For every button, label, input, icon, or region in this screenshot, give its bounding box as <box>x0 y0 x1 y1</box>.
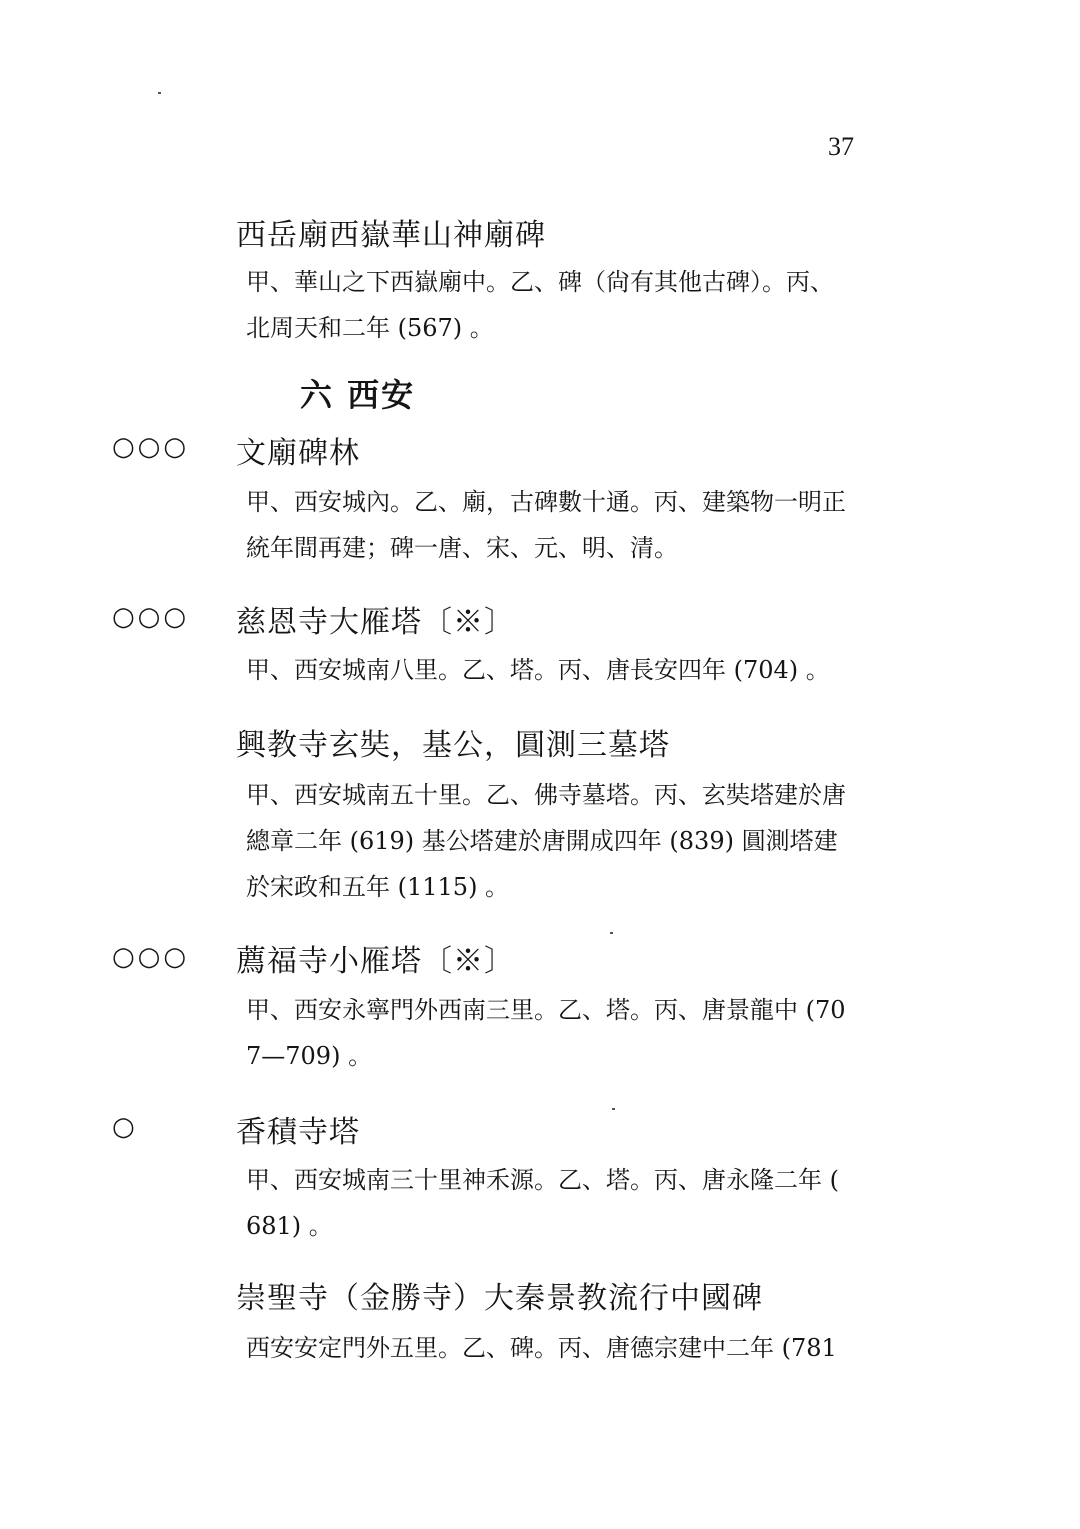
section-heading: 六 西安 <box>300 376 416 414</box>
entry-title-xiyue-temple: 西岳廟西嶽華山神廟碑 <box>236 218 546 253</box>
entry-title-xingjiao-temple: 興教寺玄奘，基公，圓測三墓塔 <box>236 728 670 763</box>
importance-marks: ○○○ <box>112 602 190 632</box>
entry-line: 681) 。 <box>246 1212 333 1240</box>
entry-line: 甲、西安永寧門外西南三里。乙、塔。丙、唐景龍中 (70 <box>246 996 846 1024</box>
entry-line: 北周天和二年 (567) 。 <box>246 314 494 342</box>
entry-line: 甲、西安城內。乙、廟，古碑數十通。丙、建築物一明正 <box>246 488 846 516</box>
entry-line: 總章二年 (619) 基公塔建於唐開成四年 (839) 圓測塔建 <box>246 827 838 855</box>
scan-speck <box>612 1108 615 1110</box>
entry-body-xingjiao-temple <box>246 772 936 910</box>
entry-body-dayan-pagoda <box>246 647 936 693</box>
entry-line: 西安安定門外五里。乙、碑。丙、唐德宗建中二年 (781 <box>246 1334 837 1362</box>
entry-body-xiyue-temple <box>246 259 936 351</box>
entry-body-xiaoyan-pagoda <box>246 987 936 1079</box>
importance-marks: ○○○ <box>112 432 190 462</box>
entry-title-xiaoyan-pagoda: 薦福寺小雁塔〔※〕 <box>236 944 515 979</box>
importance-marks: ○ <box>112 1112 138 1142</box>
entry-body-xiangji-pagoda <box>246 1157 936 1249</box>
entry-title-dayan-pagoda: 慈恩寺大雁塔〔※〕 <box>236 605 515 640</box>
entry-line: 甲、華山之下西嶽廟中。乙、碑（尙有其他古碑）。丙、 <box>246 268 834 296</box>
entry-body-beilin <box>246 479 936 571</box>
entry-line: 甲、西安城南八里。乙、塔。丙、唐長安四年 (704) 。 <box>246 656 830 684</box>
entry-line: 於宋政和五年 (1115) 。 <box>246 873 510 901</box>
scan-speck <box>610 932 613 934</box>
entry-line: 甲、西安城南三十里神禾源。乙、塔。丙、唐永隆二年 ( <box>246 1166 839 1194</box>
entry-line: 7—709) 。 <box>246 1042 373 1070</box>
entry-line: 甲、西安城南五十里。乙、佛寺墓塔。丙、玄奘塔建於唐 <box>246 781 846 809</box>
entry-title-beilin: 文廟碑林 <box>236 436 360 471</box>
entry-line: 統年間再建；碑一唐、宋、元、明、清。 <box>246 534 678 562</box>
entry-title-nestorian-stele: 崇聖寺（金勝寺）大秦景教流行中國碑 <box>236 1281 763 1316</box>
importance-marks: ○○○ <box>112 942 190 972</box>
scan-speck <box>158 92 161 94</box>
page-number: 37 <box>828 132 854 161</box>
entry-body-nestorian-stele <box>246 1325 936 1371</box>
entry-title-xiangji-pagoda: 香積寺塔 <box>236 1115 360 1150</box>
